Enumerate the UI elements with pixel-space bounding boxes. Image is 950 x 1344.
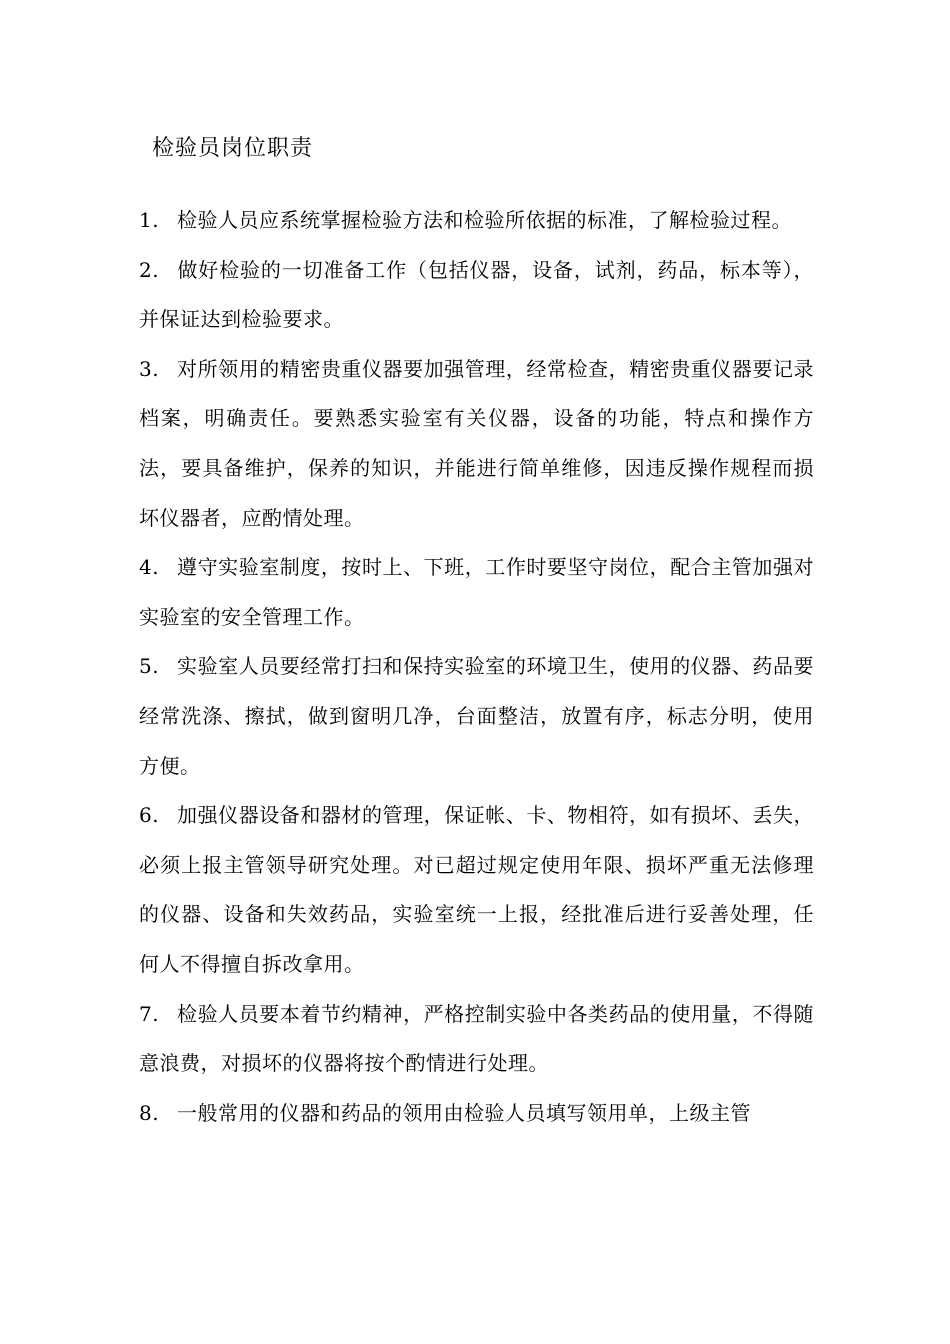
item-number: 7. [139, 1001, 160, 1026]
list-item [139, 543, 814, 642]
item-text: 检验人员应系统掌握检验方法和检验所依据的标准，了解检验过程。 [177, 208, 792, 232]
document-title: 检验员岗位职责 [152, 136, 314, 161]
item-text: 实验室人员要经常打扫和保持实验室的环境卫生，使用的仪器、药品要经常洗涤、擦拭，做到窗明几净，台面整洁，放置有序，标志分明，使用方便。 [139, 654, 814, 778]
list-item [139, 246, 814, 345]
item-number: 3. [139, 356, 160, 381]
item-number: 5. [139, 654, 160, 679]
item-text: 做好检验的一切准备工作（包括仪器，设备，试剂，药品，标本等），并保证达到检验要求。 [139, 257, 814, 332]
list-item [139, 990, 814, 1089]
item-text: 对所领用的精密贵重仪器要加强管理，经常检查，精密贵重仪器要记录档案，明确责任。要熟悉实验室有关仪器，设备的功能，特点和操作方法，要具备维护，保养的知识，并能进行简单维修，因违反操作规程而损坏仪器者，应酌情处理。 [139, 356, 814, 530]
item-text: 加强仪器设备和器材的管理，保证帐、卡、物相符，如有损坏、丢失，必须上报主管领导研究处理。对已超过规定使用年限、损坏严重无法修理的仪器、设备和失效药品，实验室统一上报，经批准后进行妥善处理，任何人不得擅自拆改拿用。 [139, 803, 814, 976]
item-text: 遵守实验室制度，按时上、下班，工作时要坚守岗位，配合主管加强对实验室的安全管理工作。 [139, 555, 814, 629]
item-number: 2. [139, 257, 160, 282]
duty-list [139, 196, 814, 1138]
item-number: 8. [139, 1100, 160, 1125]
item-number: 4. [139, 555, 160, 580]
item-text: 检验人员要本着节约精神，严格控制实验中各类药品的使用量，不得随意浪费，对损坏的仪器将按个酌情进行处理。 [139, 1001, 814, 1076]
list-item [139, 791, 814, 989]
list-item [139, 642, 814, 791]
item-number: 6. [139, 803, 160, 828]
list-item [139, 1089, 814, 1139]
item-number: 1. [139, 208, 160, 232]
item-text: 一般常用的仪器和药品的领用由检验人员填写领用单，上级主管 [177, 1100, 751, 1125]
list-item [139, 345, 814, 543]
list-item [139, 196, 814, 246]
